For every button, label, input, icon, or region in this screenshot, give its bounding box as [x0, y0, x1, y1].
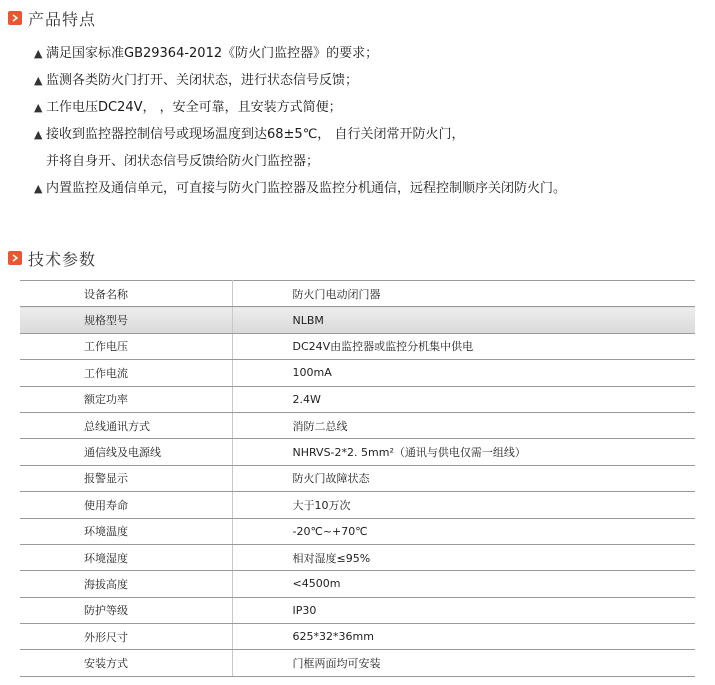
table-row: [20, 386, 695, 412]
feature-item-continuation: [34, 148, 694, 175]
spec-key: 安装方式: [20, 650, 232, 676]
spec-value: NHRVS-2*2. 5mm²（通讯与供电仅需一组线）: [232, 439, 695, 465]
spec-value: IP30: [232, 597, 695, 623]
chevron-right-icon: [8, 11, 22, 25]
table-row: [20, 518, 695, 544]
spec-value: -20℃~+70℃: [232, 518, 695, 544]
feature-text: 监测各类防火门打开、关闭状态，进行状态信号反馈；: [46, 73, 359, 88]
chevron-right-icon: [8, 251, 22, 265]
table-row: [20, 571, 695, 597]
triangle-bullet-icon: ▲: [34, 101, 43, 114]
feature-item: [34, 121, 694, 148]
spec-key: 总线通讯方式: [20, 412, 232, 438]
features-section-header: [8, 8, 96, 28]
spec-key: 海拔高度: [20, 571, 232, 597]
spec-key: 额定功率: [20, 386, 232, 412]
spec-value: 防火门故障状态: [232, 465, 695, 491]
table-row: [20, 544, 695, 570]
spec-value: 625*32*36mm: [232, 624, 695, 650]
feature-text: 满足国家标准GB29364-2012《防火门监控器》的要求；: [46, 46, 379, 61]
feature-text: 并将自身开、闭状态信号反馈给防火门监控器；: [46, 154, 320, 169]
features-section-title: 产品特点: [28, 9, 97, 29]
table-row: [20, 439, 695, 465]
spec-value: 防火门电动闭门器: [232, 281, 695, 307]
spec-key: 环境湿度: [20, 544, 232, 570]
triangle-bullet-icon: ▲: [34, 47, 43, 60]
spec-value: 消防二总线: [232, 412, 695, 438]
table-row: [20, 650, 695, 676]
spec-key: 使用寿命: [20, 492, 232, 518]
table-row: [20, 465, 695, 491]
table-row: [20, 307, 695, 333]
feature-item: [34, 175, 694, 202]
spec-table: [20, 280, 695, 677]
spec-key: 外形尺寸: [20, 624, 232, 650]
feature-text: 内置监控及通信单元，可直接与防火门监控器及监控分机通信，远程控制顺序关闭防火门。: [46, 181, 567, 196]
spec-key: 设备名称: [20, 281, 232, 307]
spec-key: 防护等级: [20, 597, 232, 623]
spec-value: 2.4W: [232, 386, 695, 412]
spec-key: 工作电压: [20, 333, 232, 359]
spec-value: 100mA: [232, 360, 695, 386]
table-row: [20, 281, 695, 307]
spec-key: 报警显示: [20, 465, 232, 491]
table-row: [20, 412, 695, 438]
table-row: [20, 492, 695, 518]
spec-value: 相对湿度≤95%: [232, 544, 695, 570]
spec-value: DC24V由监控器或监控分机集中供电: [232, 333, 695, 359]
table-row: [20, 360, 695, 386]
spec-key: 环境温度: [20, 518, 232, 544]
spec-value: <4500m: [232, 571, 695, 597]
feature-text: 接收到监控器控制信号或现场温度到达68±5℃， 自行关闭常开防火门，: [46, 127, 465, 142]
feature-item: [34, 40, 694, 67]
table-row: [20, 624, 695, 650]
spec-value: 大于10万次: [232, 492, 695, 518]
spec-key: 规格型号: [20, 307, 232, 333]
table-row: [20, 333, 695, 359]
feature-item: [34, 94, 694, 121]
spec-value: NLBM: [232, 307, 695, 333]
triangle-bullet-icon: ▲: [34, 128, 43, 141]
triangle-bullet-icon: ▲: [34, 182, 43, 195]
table-row: [20, 597, 695, 623]
spec-value: 门框两面均可安装: [232, 650, 695, 676]
features-list: [34, 40, 694, 202]
specs-section-header: [8, 248, 96, 268]
feature-item: [34, 67, 694, 94]
triangle-bullet-icon: ▲: [34, 74, 43, 87]
feature-text: 工作电压DC24V， ，安全可靠，且安装方式简便；: [46, 100, 342, 115]
spec-key: 通信线及电源线: [20, 439, 232, 465]
specs-section-title: 技术参数: [28, 249, 97, 269]
spec-key: 工作电流: [20, 360, 232, 386]
